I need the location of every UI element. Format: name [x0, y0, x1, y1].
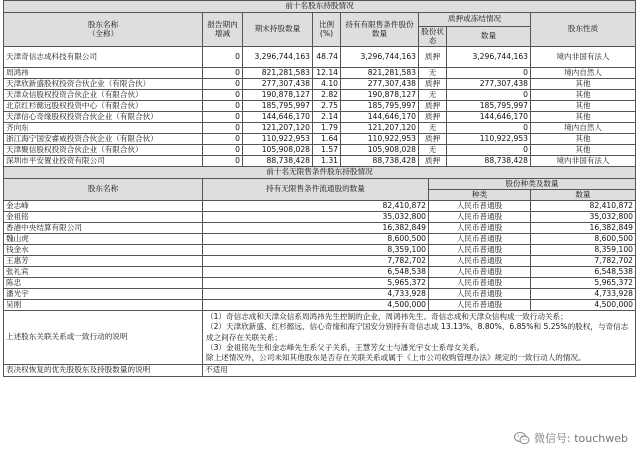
relation-note-line: （3）金祖铭先生和金志峰先生系父子关系，王慧芳女士与潘光宇女士系母女关系。 [206, 342, 485, 352]
pledge-status: 质押 [419, 134, 447, 145]
holder-name: 魏山虎 [4, 234, 203, 245]
table-row [4, 278, 636, 289]
pledge-quantity: 0 [447, 123, 531, 134]
watermark-text: 微信号: touchweb [534, 432, 628, 445]
preferred-label: 表决权恢复的优先股股东及持股数量的说明 [4, 365, 203, 377]
unrestricted-quantity: 8,359,100 [203, 245, 429, 256]
u-col-header-type: 种类 [429, 190, 531, 201]
pledge-status: 质押 [419, 156, 447, 167]
share-amount: 5,965,372 [531, 278, 636, 289]
unrestricted-title: 前十名无限售条件股东持股情况 [4, 167, 636, 179]
holding-pct: 48.74 [313, 47, 341, 68]
restricted-quantity: 105,908,028 [341, 145, 419, 156]
wechat-watermark [514, 430, 628, 446]
share-amount: 4,500,000 [531, 300, 636, 311]
pledge-quantity: 0 [447, 90, 531, 101]
unrestricted-quantity: 82,410,872 [203, 201, 429, 212]
holder-name: 金祖铭 [4, 212, 203, 223]
period-change: 0 [203, 79, 243, 90]
period-change: 0 [203, 101, 243, 112]
pledge-status: 无 [419, 68, 447, 79]
table-row [4, 156, 636, 167]
period-change: 0 [203, 112, 243, 123]
table-row [4, 112, 636, 123]
col-header-pct: 比例(%) [313, 13, 341, 47]
pledge-quantity: 277,307,438 [447, 79, 531, 90]
period-change: 0 [203, 68, 243, 79]
period-change: 0 [203, 47, 243, 68]
pledge-status: 无 [419, 123, 447, 134]
col-header-nature: 股东性质 [531, 13, 636, 47]
holder-name: 金志峰 [4, 201, 203, 212]
holder-name: 王惠芳 [4, 256, 203, 267]
col-header-change: 报告期内增减 [203, 13, 243, 47]
holder-name: 陈忠 [4, 278, 203, 289]
period-change: 0 [203, 156, 243, 167]
share-amount: 4,733,928 [531, 289, 636, 300]
pledge-quantity: 185,795,997 [447, 101, 531, 112]
holding-pct: 4.10 [313, 79, 341, 90]
share-type: 人民币普通股 [429, 300, 531, 311]
table-row [4, 90, 636, 101]
col-header-name-label: 股东名称 [87, 19, 119, 29]
share-type: 人民币普通股 [429, 212, 531, 223]
share-amount: 35,032,800 [531, 212, 636, 223]
share-amount: 6,548,538 [531, 267, 636, 278]
shareholder-nature: 其他 [531, 90, 636, 101]
pledge-quantity: 0 [447, 145, 531, 156]
table-row [4, 267, 636, 278]
share-type: 人民币普通股 [429, 289, 531, 300]
pledge-quantity: 110,922,953 [447, 134, 531, 145]
table-row [4, 134, 636, 145]
table-row [4, 47, 636, 68]
table-row [4, 223, 636, 234]
share-type: 人民币普通股 [429, 267, 531, 278]
restricted-quantity: 144,646,170 [341, 112, 419, 123]
holder-name: 吴刚 [4, 300, 203, 311]
share-amount: 16,382,849 [531, 223, 636, 234]
restricted-quantity: 110,922,953 [341, 134, 419, 145]
restricted-quantity: 121,207,120 [341, 123, 419, 134]
col-header-pledge-group: 质押或冻结情况 [419, 13, 531, 27]
table-row [4, 123, 636, 134]
holding-pct: 2.75 [313, 101, 341, 112]
pledge-quantity: 144,646,170 [447, 112, 531, 123]
pledge-status: 质押 [419, 112, 447, 123]
pledge-status: 无 [419, 90, 447, 101]
table-row [4, 289, 636, 300]
pledge-status: 质押 [419, 47, 447, 68]
col-header-pledge-status: 股份状态 [419, 27, 447, 47]
table-row [4, 256, 636, 267]
end-quantity: 185,795,997 [243, 101, 313, 112]
unrestricted-shareholders-table [3, 166, 636, 377]
end-quantity: 144,646,170 [243, 112, 313, 123]
restricted-quantity: 185,795,997 [341, 101, 419, 112]
shareholder-name: 天津奇信志成科技有限公司 [4, 47, 203, 68]
unrestricted-quantity: 7,782,702 [203, 256, 429, 267]
end-quantity: 110,922,953 [243, 134, 313, 145]
unrestricted-quantity: 6,548,538 [203, 267, 429, 278]
shareholder-name: 周鸿祎 [4, 68, 203, 79]
shareholder-nature: 境内非国有法人 [531, 156, 636, 167]
holding-pct: 1.64 [313, 134, 341, 145]
u-col-header-qty: 持有无限售条件流通股的数量 [203, 179, 429, 201]
holding-pct: 12.14 [313, 68, 341, 79]
share-amount: 8,359,100 [531, 245, 636, 256]
shareholder-nature: 境内自然人 [531, 123, 636, 134]
unrestricted-quantity: 35,032,800 [203, 212, 429, 223]
unrestricted-quantity: 4,733,928 [203, 289, 429, 300]
shareholder-name: 天津欣新盛股权投资合伙企业（有限合伙） [4, 79, 203, 90]
col-header-name-sub: （全称） [87, 28, 119, 38]
end-quantity: 88,738,428 [243, 156, 313, 167]
table-row [4, 68, 636, 79]
wechat-icon [514, 432, 530, 445]
shareholder-nature: 其他 [531, 101, 636, 112]
share-type: 人民币普通股 [429, 245, 531, 256]
shareholder-nature: 境内非国有法人 [531, 47, 636, 68]
end-quantity: 105,908,028 [243, 145, 313, 156]
share-type: 人民币普通股 [429, 256, 531, 267]
holding-pct: 1.57 [313, 145, 341, 156]
restricted-quantity: 88,738,428 [341, 156, 419, 167]
shareholder-name: 深圳市平安置业投资有限公司 [4, 156, 203, 167]
shareholder-nature: 其他 [531, 145, 636, 156]
table-row [4, 145, 636, 156]
shareholder-nature: 其他 [531, 79, 636, 90]
table-row [4, 79, 636, 90]
holding-pct: 1.31 [313, 156, 341, 167]
table-row [4, 101, 636, 112]
unrestricted-quantity: 16,382,849 [203, 223, 429, 234]
relation-note-line: 除上述情况外，公司未知其他股东是否存在关联关系或属于《上市公司收购管理办法》规定的一致行动人的情况。 [206, 353, 586, 362]
end-quantity: 121,207,120 [243, 123, 313, 134]
pledge-status: 质押 [419, 101, 447, 112]
table-row [4, 245, 636, 256]
col-header-name [4, 13, 203, 47]
holding-pct: 2.82 [313, 90, 341, 101]
top10-shareholders-table [3, 0, 636, 167]
pledge-quantity: 3,296,744,163 [447, 47, 531, 68]
period-change: 0 [203, 90, 243, 101]
col-header-pledge-qty: 数量 [447, 27, 531, 47]
end-quantity: 277,307,438 [243, 79, 313, 90]
holder-name: 香港中央结算有限公司 [4, 223, 203, 234]
restricted-quantity: 277,307,438 [341, 79, 419, 90]
end-quantity: 190,878,127 [243, 90, 313, 101]
col-header-end-qty: 期末持股数量 [243, 13, 313, 47]
shareholder-name: 浙江海宁国安睿威投资合伙企业（有限合伙） [4, 134, 203, 145]
u-col-header-type-group: 股份种类及数量 [429, 179, 636, 190]
u-col-header-name: 股东名称 [4, 179, 203, 201]
holding-pct: 2.14 [313, 112, 341, 123]
relations-notes [203, 311, 636, 365]
share-amount: 8,600,500 [531, 234, 636, 245]
share-type: 人民币普通股 [429, 234, 531, 245]
restricted-quantity: 3,296,744,163 [341, 47, 419, 68]
end-quantity: 3,296,744,163 [243, 47, 313, 68]
restricted-quantity: 190,878,127 [341, 90, 419, 101]
shareholder-name: 齐向东 [4, 123, 203, 134]
table-row [4, 201, 636, 212]
top10-title: 前十名股东持股情况 [4, 1, 636, 13]
holder-name: 张礼宾 [4, 267, 203, 278]
period-change: 0 [203, 134, 243, 145]
relation-note-line: （1）奇信志成和天津众信系周鸿祎先生控制的企业，周鸿祎先生、奇信志成和天津众信构成一致行动关系； [206, 312, 568, 321]
end-quantity: 821,281,583 [243, 68, 313, 79]
pledge-status: 质押 [419, 79, 447, 90]
pledge-quantity: 88,738,428 [447, 156, 531, 167]
share-type: 人民币普通股 [429, 201, 531, 212]
shareholder-name: 北京红杉懿远股权投资中心（有限合伙） [4, 101, 203, 112]
unrestricted-quantity: 8,600,500 [203, 234, 429, 245]
share-amount: 7,782,702 [531, 256, 636, 267]
table-row [4, 300, 636, 311]
table-row [4, 234, 636, 245]
shareholder-name: 天津信心奇缘股权投资合伙企业（有限合伙） [4, 112, 203, 123]
share-type: 人民币普通股 [429, 278, 531, 289]
share-amount: 82,410,872 [531, 201, 636, 212]
unrestricted-quantity: 4,500,000 [203, 300, 429, 311]
shareholder-nature: 其他 [531, 134, 636, 145]
shareholder-nature: 其他 [531, 112, 636, 123]
shareholder-name: 天津众信股权投资合伙企业（有限合伙） [4, 90, 203, 101]
shareholder-nature: 境内自然人 [531, 68, 636, 79]
restricted-quantity: 821,281,583 [341, 68, 419, 79]
period-change: 0 [203, 145, 243, 156]
pledge-status: 无 [419, 145, 447, 156]
period-change: 0 [203, 123, 243, 134]
preferred-value: 不适用 [203, 365, 636, 377]
table-row [4, 212, 636, 223]
holder-name: 钱金水 [4, 245, 203, 256]
pledge-quantity: 0 [447, 68, 531, 79]
relations-label: 上述股东关联关系或一致行动的说明 [4, 311, 203, 365]
col-header-restricted: 持有有限售条件股份数量 [341, 13, 419, 47]
unrestricted-quantity: 5,965,372 [203, 278, 429, 289]
u-col-header-amount: 数量 [531, 190, 636, 201]
holding-pct: 1.79 [313, 123, 341, 134]
share-type: 人民币普通股 [429, 223, 531, 234]
relation-note-line: （2）天津欣新盛、红杉懿远、信心奇缘和海宁国安分别持有奇信志成 13.13%、8.80%、6.85%和 5.25%的股权，与奇信志成之间存在关联关系； [206, 322, 629, 342]
shareholder-name: 天津聚信股权投资合伙企业（有限合伙） [4, 145, 203, 156]
holder-name: 潘光宇 [4, 289, 203, 300]
